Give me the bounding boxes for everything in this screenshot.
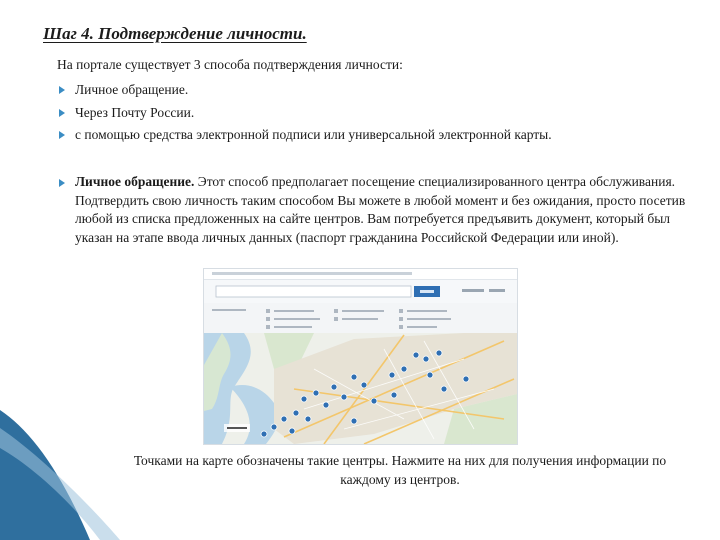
personal-visit-paragraph [57, 173, 697, 247]
service-centers-map-screenshot [203, 268, 518, 445]
bullet-arrow-icon [59, 109, 65, 117]
paragraph-text: Этот способ предполагает посещение специализированного центра обслуживания. Подтвердить свою личность таким способом Вы можете в любой момент и без ожидания, просто посетив любой из списка предложенных на сайте центров. Вам потребуется предъявить документ, который был указан на этапе ввода личных данных (паспорт гражданина Российской Федерации или иной). [75, 174, 686, 245]
bullet-arrow-icon [59, 86, 65, 94]
paragraph-body [75, 173, 697, 247]
bullet-arrow-icon [59, 179, 65, 187]
map-caption: Точками на карте обозначены такие центры. Нажмите на них для получения информации по каждому из центров. [133, 453, 667, 487]
map-image [204, 269, 517, 444]
slide-title: Шаг 4. Подтверждение личности. [43, 24, 307, 43]
list-item [57, 124, 552, 147]
method-label: Через Почту России. [75, 104, 195, 120]
method-label: с помощью средства электронной подписи или универсальной электронной карты. [75, 127, 552, 142]
methods-list [57, 79, 552, 147]
list-item [57, 102, 552, 125]
bullet-arrow-icon [59, 131, 65, 139]
paragraph-bold-lead: Личное обращение. [75, 174, 195, 189]
method-label: Личное обращение. [75, 82, 189, 97]
list-item [57, 79, 552, 102]
intro-text: На портале существует 3 способа подтверждения личности: [57, 57, 403, 72]
